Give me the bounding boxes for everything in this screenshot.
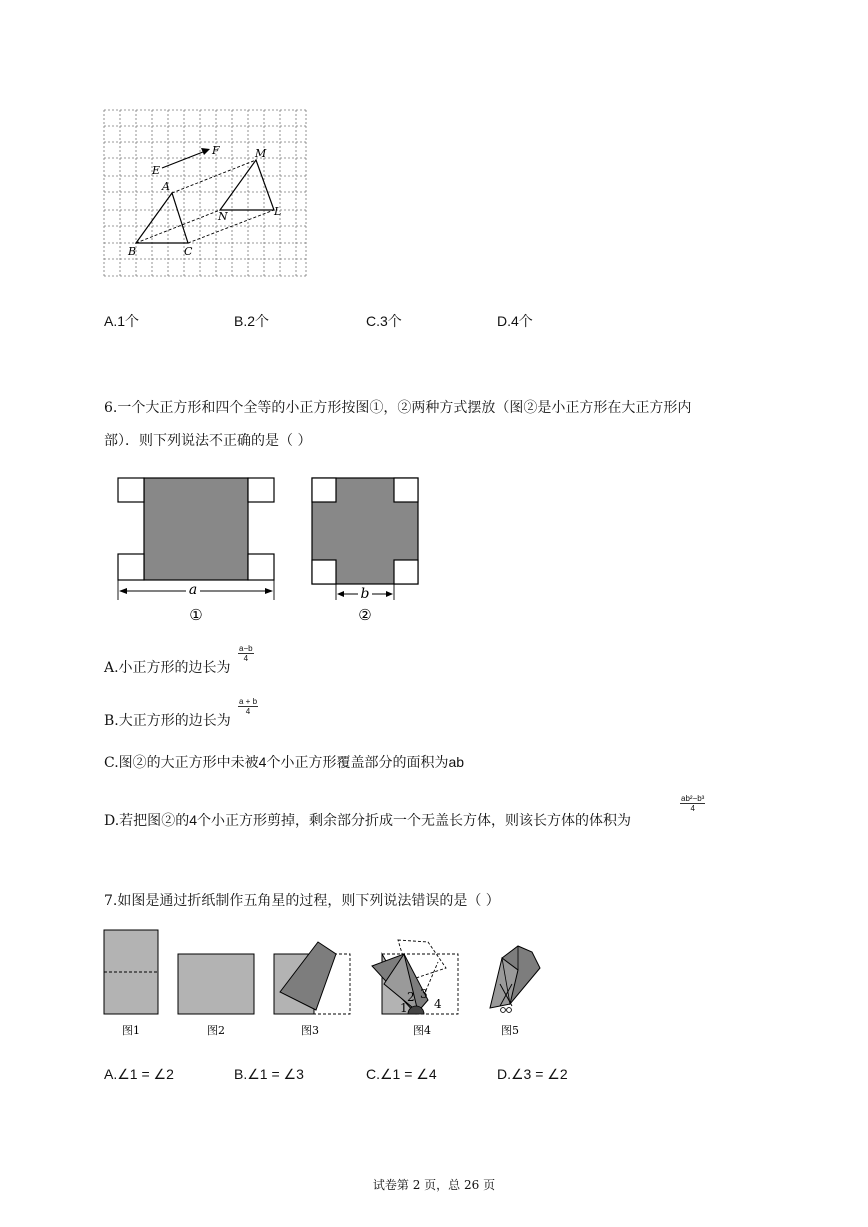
q5-option-c[interactable] [366, 311, 402, 331]
option-d-text [104, 810, 631, 831]
option-text: ∠1 = ∠3 [247, 1066, 304, 1082]
fig-caption-2: 图2 [207, 1024, 225, 1037]
option-letter: C. [366, 1066, 380, 1082]
q7-stem: 7.如图是通过折纸制作五角星的过程，则下列说法错误的是（ ） [104, 893, 500, 909]
page-footer: 试卷第 2 页，总 26 页 [372, 1178, 496, 1192]
number-value: 4 [189, 812, 197, 828]
circled-number: ② [161, 813, 176, 829]
vector-ef [162, 150, 208, 168]
angle-label-3: 3 [420, 987, 428, 1001]
fig-caption-5: 图5 [501, 1024, 519, 1037]
option-a-text: A.小正方形的边长为 [104, 660, 231, 676]
option-letter: B. [234, 313, 248, 329]
arrow-head-icon [201, 148, 210, 155]
number-value: 4 [258, 754, 267, 770]
label-c: C [184, 245, 193, 258]
option-letter: B. [234, 1066, 248, 1082]
fraction-denominator: 4 [238, 706, 258, 716]
angle-label-2: 2 [407, 990, 415, 1004]
label-b: B [128, 245, 137, 258]
option-c-text: C.图 [104, 755, 133, 771]
triangle-abc [136, 193, 188, 243]
q7-option-c[interactable] [366, 1066, 437, 1083]
q5-option-a[interactable] [104, 311, 139, 331]
q6-stem-line1: 6.一个大正方形和四个全等的小正方形按图①，②两种方式摆放（图②是小正方形在大正方形内 [104, 400, 692, 416]
dim-label-a: a [188, 582, 198, 598]
q6-option-d[interactable] [104, 794, 744, 830]
option-d-text-3: 个小正方形剪掉，剩余部分折成一个无盖长方体，则该长方体的体积为 [196, 813, 631, 829]
option-letter: C. [366, 313, 380, 329]
caption-circle-2: ② [358, 606, 372, 624]
option-letter: A. [104, 313, 118, 329]
q7-option-a[interactable] [104, 1066, 174, 1083]
q6-option-b[interactable] [104, 697, 504, 733]
option-letter: D. [497, 1066, 511, 1082]
angle-label-4: 4 [434, 997, 442, 1011]
q6-stem-line2: 部）．则下列说法不正确的是（ ） [104, 433, 312, 449]
label-f: F [212, 144, 220, 157]
fraction-numerator: a−b [239, 644, 253, 653]
q7-option-b[interactable] [234, 1066, 304, 1083]
option-d-text-1: D.若把图 [104, 813, 162, 829]
label-a: A [162, 180, 170, 193]
option-text: 4个 [511, 313, 533, 329]
fig-caption-1: 图1 [122, 1024, 140, 1037]
fraction-denominator: 4 [680, 803, 705, 813]
option-d-text-2: 的 [175, 813, 190, 829]
fraction-numerator: a + b [239, 697, 258, 706]
math-expression: ab [448, 754, 465, 770]
triangle-mnl [220, 160, 274, 210]
q6-figure-2 [304, 470, 428, 630]
label-m: M [255, 147, 267, 160]
option-text: 2个 [247, 313, 270, 329]
angle-label-1: 1 [400, 1001, 408, 1015]
q6-option-a[interactable] [104, 644, 504, 680]
q5-option-d[interactable] [497, 311, 533, 331]
option-b-text: B.大正方形的边长为 [104, 713, 231, 729]
fraction-numerator: ab²−b³ [681, 794, 705, 803]
q6-figure-1 [112, 470, 284, 630]
q6-option-c[interactable] [104, 752, 464, 773]
fig-caption-3: 图3 [301, 1024, 319, 1037]
option-c-text: 个小正方形覆盖部分的面积为 [266, 755, 449, 771]
circled-number: ② [132, 755, 147, 771]
caption-circle-1: ① [189, 606, 203, 624]
option-letter: A. [104, 1066, 118, 1082]
label-n: N [218, 210, 228, 223]
fraction-a [238, 644, 254, 663]
fig-caption-4: 图4 [413, 1024, 431, 1037]
fraction-d [680, 794, 705, 813]
q7-option-d[interactable] [497, 1066, 568, 1083]
option-c-text: 的大正方形中未被 [146, 755, 259, 771]
option-text: ∠1 = ∠4 [380, 1066, 437, 1082]
option-letter: D. [497, 313, 511, 329]
option-text: ∠3 = ∠2 [511, 1066, 568, 1082]
label-e: E [152, 164, 161, 177]
option-text: 3个 [380, 313, 402, 329]
q5-option-b[interactable] [234, 311, 269, 331]
q5-grid-figure [98, 104, 312, 280]
option-text: 1个 [117, 313, 140, 329]
q7-figures [98, 924, 558, 1042]
label-l: L [274, 205, 282, 218]
dim-label-b: b [360, 586, 370, 602]
fraction-denominator: 4 [238, 653, 254, 663]
fraction-b [238, 697, 258, 716]
option-text: ∠1 = ∠2 [117, 1066, 174, 1082]
